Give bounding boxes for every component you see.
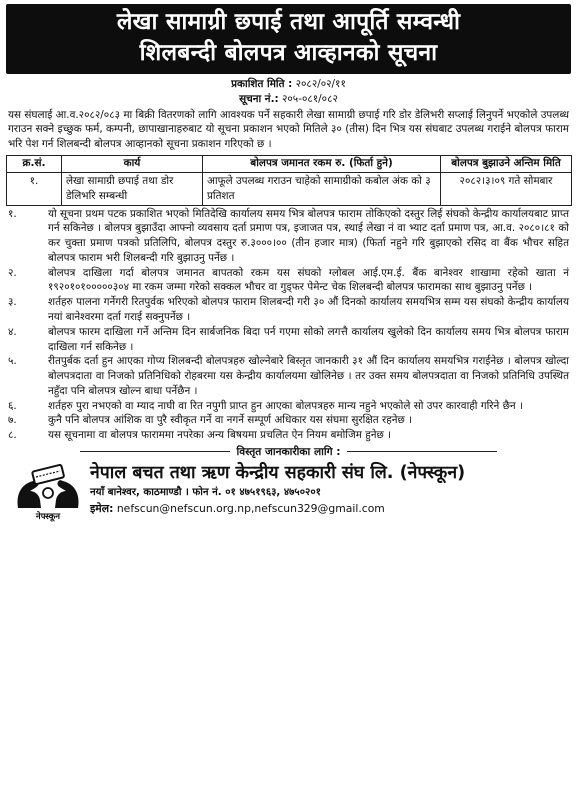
term-text: शर्तहरु पुरा नभएको वा म्याद नाघी वा रित नपुगी प्राप्त हुन आएका बोलपत्रहरु मान्य नहुने भएकोले सो उपर कारवाही गरिने छैन ।	[48, 399, 523, 412]
heading-rule-left	[80, 451, 230, 452]
published-label: प्रकाशित मिति :	[231, 77, 293, 90]
list-item	[6, 207, 571, 266]
notice-number-label: सूचना नं.:	[239, 92, 279, 105]
org-name: नेपाल बचत तथा ऋण केन्द्रीय सहकारी संघ लि. (नेफ्स्कून)	[90, 462, 466, 483]
heading-rule-right	[347, 451, 497, 452]
header-work: कार्य	[62, 155, 203, 172]
contact-heading-text: विस्तृत जानकारीका लागि :	[236, 445, 341, 458]
tender-table	[6, 155, 572, 206]
term-text: शर्तहरु पालना गर्नेगरी रितपुर्वक भरिएको बोलपत्र फाराम शिलबन्दी गरी ३० औं दिनको कार्यालय समयभित्र सम्म यस संघको केन्द्रीय कार्यालय नयां बानेश्वरमा दर्ता गराई सक्नुपर्नेछ ।	[48, 296, 569, 324]
hands-coin-logo-icon	[12, 464, 84, 510]
org-email	[90, 501, 571, 516]
cell-sn: १.	[7, 172, 62, 205]
list-item	[6, 413, 571, 428]
org-contact-block	[6, 463, 571, 523]
notice-number-value: २०५-०८१/०८२	[282, 92, 338, 105]
header-sn: क्र.सं.	[7, 155, 62, 172]
banner-title-line2: शिलबन्दी बोलपत्र आव्हानको सूचना	[139, 40, 438, 67]
term-number: ३.	[8, 296, 17, 309]
term-text: बोलपत्र दाखिला गर्दा बोलपत्र जमानत बापतको रकम यस संघको ग्लोबल आई.एम.ई. बैंक बानेश्वर शाखामा रहेको खाता नं १९२०१०१०००००३०४ मा रकम जम्मा गरेको सक्कल भौचर वा गुड्फर पेमेन्ट चेक शिलबन्दी बोलपत्र फारामका साथ बुझाउनु पर्नेछ ।	[48, 266, 569, 294]
term-text: कुनै पनि बोलपत्र आंशिक वा पुरै स्वीकृत गर्ने वा नगर्ने सम्पूर्ण अधिकार यस संघमा सुरक्षित रहनेछ ।	[48, 414, 413, 427]
email-value[interactable]: nefscun@nefscun.org.np,nefscun329@gmail.com	[116, 502, 385, 516]
list-item	[6, 399, 571, 414]
term-number: ७.	[8, 414, 17, 427]
term-number: ८.	[8, 429, 17, 442]
term-text: रीतपुर्बक दर्ता हुन आएका गोप्य शिलबन्दी बोलपत्रहरु खोल्नेबारे बिस्तृत जानकारी ३१ औं दिन कार्यालय समयभित्र गराईनेछ । बोलपत्र खोल्दा बोलपत्रदाता वा निजको प्रतिनिधिको रोहबरमा यस केन्द्रीय कार्यालयमा खोलिनेछ । तर उक्त समय बोलपत्रदाता वा निजको प्रतिनिधि उपस्थित नहुँदा पनि बोलपत्र खोल्न बाधा पर्नेछैन ।	[48, 355, 569, 397]
list-item	[6, 266, 571, 296]
notice-meta	[6, 77, 571, 107]
term-number: १.	[8, 207, 17, 220]
nefscun-logo	[6, 463, 90, 523]
published-date	[6, 77, 571, 92]
banner-title-line1: लेखा सामाग्री छपाई तथा आपूर्ति सम्वन्धी	[116, 9, 461, 35]
org-address-phone: नयाँ बानेश्वर, काठमाण्डौ । फोन नं. ०१ ४७५१९६३, ४७५०२०१	[90, 486, 321, 498]
term-text: यो सूचना प्रथम पटक प्रकाशित भएको मितिदेखि कार्यालय समय भित्र बोलपत्र फाराम तोकिएको दस्तुर लिई संघको केन्द्रीय कार्यालयबाट प्राप्त गर्न सकिनेछ । बोलपत्र बुझाउँदा आफ्नो व्यवसाय दर्ता प्रमाण पत्र, इजाजत पत्र, स्थाई लेखा नं वा भ्याट दर्ता प्रमाण पत्र, आ.व. २०८०।८१ को कर चुक्ता प्रमाण पत्रको प्रतिलिपि, बोलपत्र दस्तुर रु.३०००।०० (तीन हजार मात्र) (फिर्ता नहुने गरि बुझाएको रसिद वा बैंक भौचर सहित बोलपत्र फाराम भरी शिलबन्दी गरि बुझाउनु पर्नेछ ।	[48, 207, 569, 264]
tender-table-header	[7, 155, 572, 172]
published-value: २०८२/०२/११	[295, 77, 346, 90]
header-deposit: बोलपत्र जमानत रकम रु. (फिर्ता हुने)	[203, 155, 441, 172]
cell-deadline: २०८२।३।०९ गते सोमबार	[441, 172, 572, 205]
term-number: ४.	[8, 325, 17, 338]
terms-list	[6, 207, 571, 443]
cell-work: लेखा सामाग्री छपाई तथा डोर डेलिभरि सम्बन्धी	[62, 172, 203, 205]
list-item	[6, 295, 571, 325]
list-item	[6, 354, 571, 398]
logo-caption: नेफ्स्कून	[35, 511, 61, 522]
term-number: २.	[8, 266, 17, 279]
term-number: ६.	[8, 399, 17, 412]
cell-deposit: आफूले उपलब्ध गराउन चाहेको सामाग्रीको कबोल अंक को ३ प्रतिशत	[203, 172, 441, 205]
term-text: बोलपत्र फारम दाखिला गर्ने अन्तिम दिन सार्बजनिक बिदा पर्न गएमा सोको लगत्तै कार्यालय खुलेको दिन कार्यालय समय भित्र बोलपत्र फाराम दाखिला गर्न सकिनेछ ।	[48, 325, 569, 353]
header-deadline: बोलपत्र बुझाउने अन्तिम मिति	[441, 155, 572, 172]
email-label: इमेल:	[90, 502, 114, 516]
intro-paragraph: यस संघलाई आ.व.२०८२/०८३ मा बिक्री वितरणको लागि आवश्यक पर्ने सहकारी लेखा सामाग्री छपाई गरि डोर डेलिभरी सप्लाई लिनुपर्ने भएकोले उपलब्ध गराउन सक्ने इच्छुक फर्म, कम्पनी, छापाखानाहरुबाट यो सूचना प्रकाशन भएको मितिले ३० (तीस) दिन भित्र यस संघबाट उपलब्ध गराईने बोलपत्र फाराम भरि पेश गर्न शिलबन्दी बोलपत्र आव्हानको सूचना प्रकाशन गरिएको छ ।	[8, 108, 569, 151]
list-item	[6, 428, 571, 443]
notice-banner	[6, 4, 571, 74]
org-details	[90, 463, 571, 517]
term-number: ५.	[8, 355, 17, 368]
term-text: यस सूचनामा वा बोलपत्र फाराममा नपरेका अन्य बिषयमा प्रचलित ऐन नियम बमोजिम हुनेछ ।	[48, 429, 392, 442]
notice-number	[6, 92, 571, 107]
table-row	[7, 172, 572, 205]
list-item	[6, 325, 571, 355]
contact-heading	[6, 445, 571, 460]
